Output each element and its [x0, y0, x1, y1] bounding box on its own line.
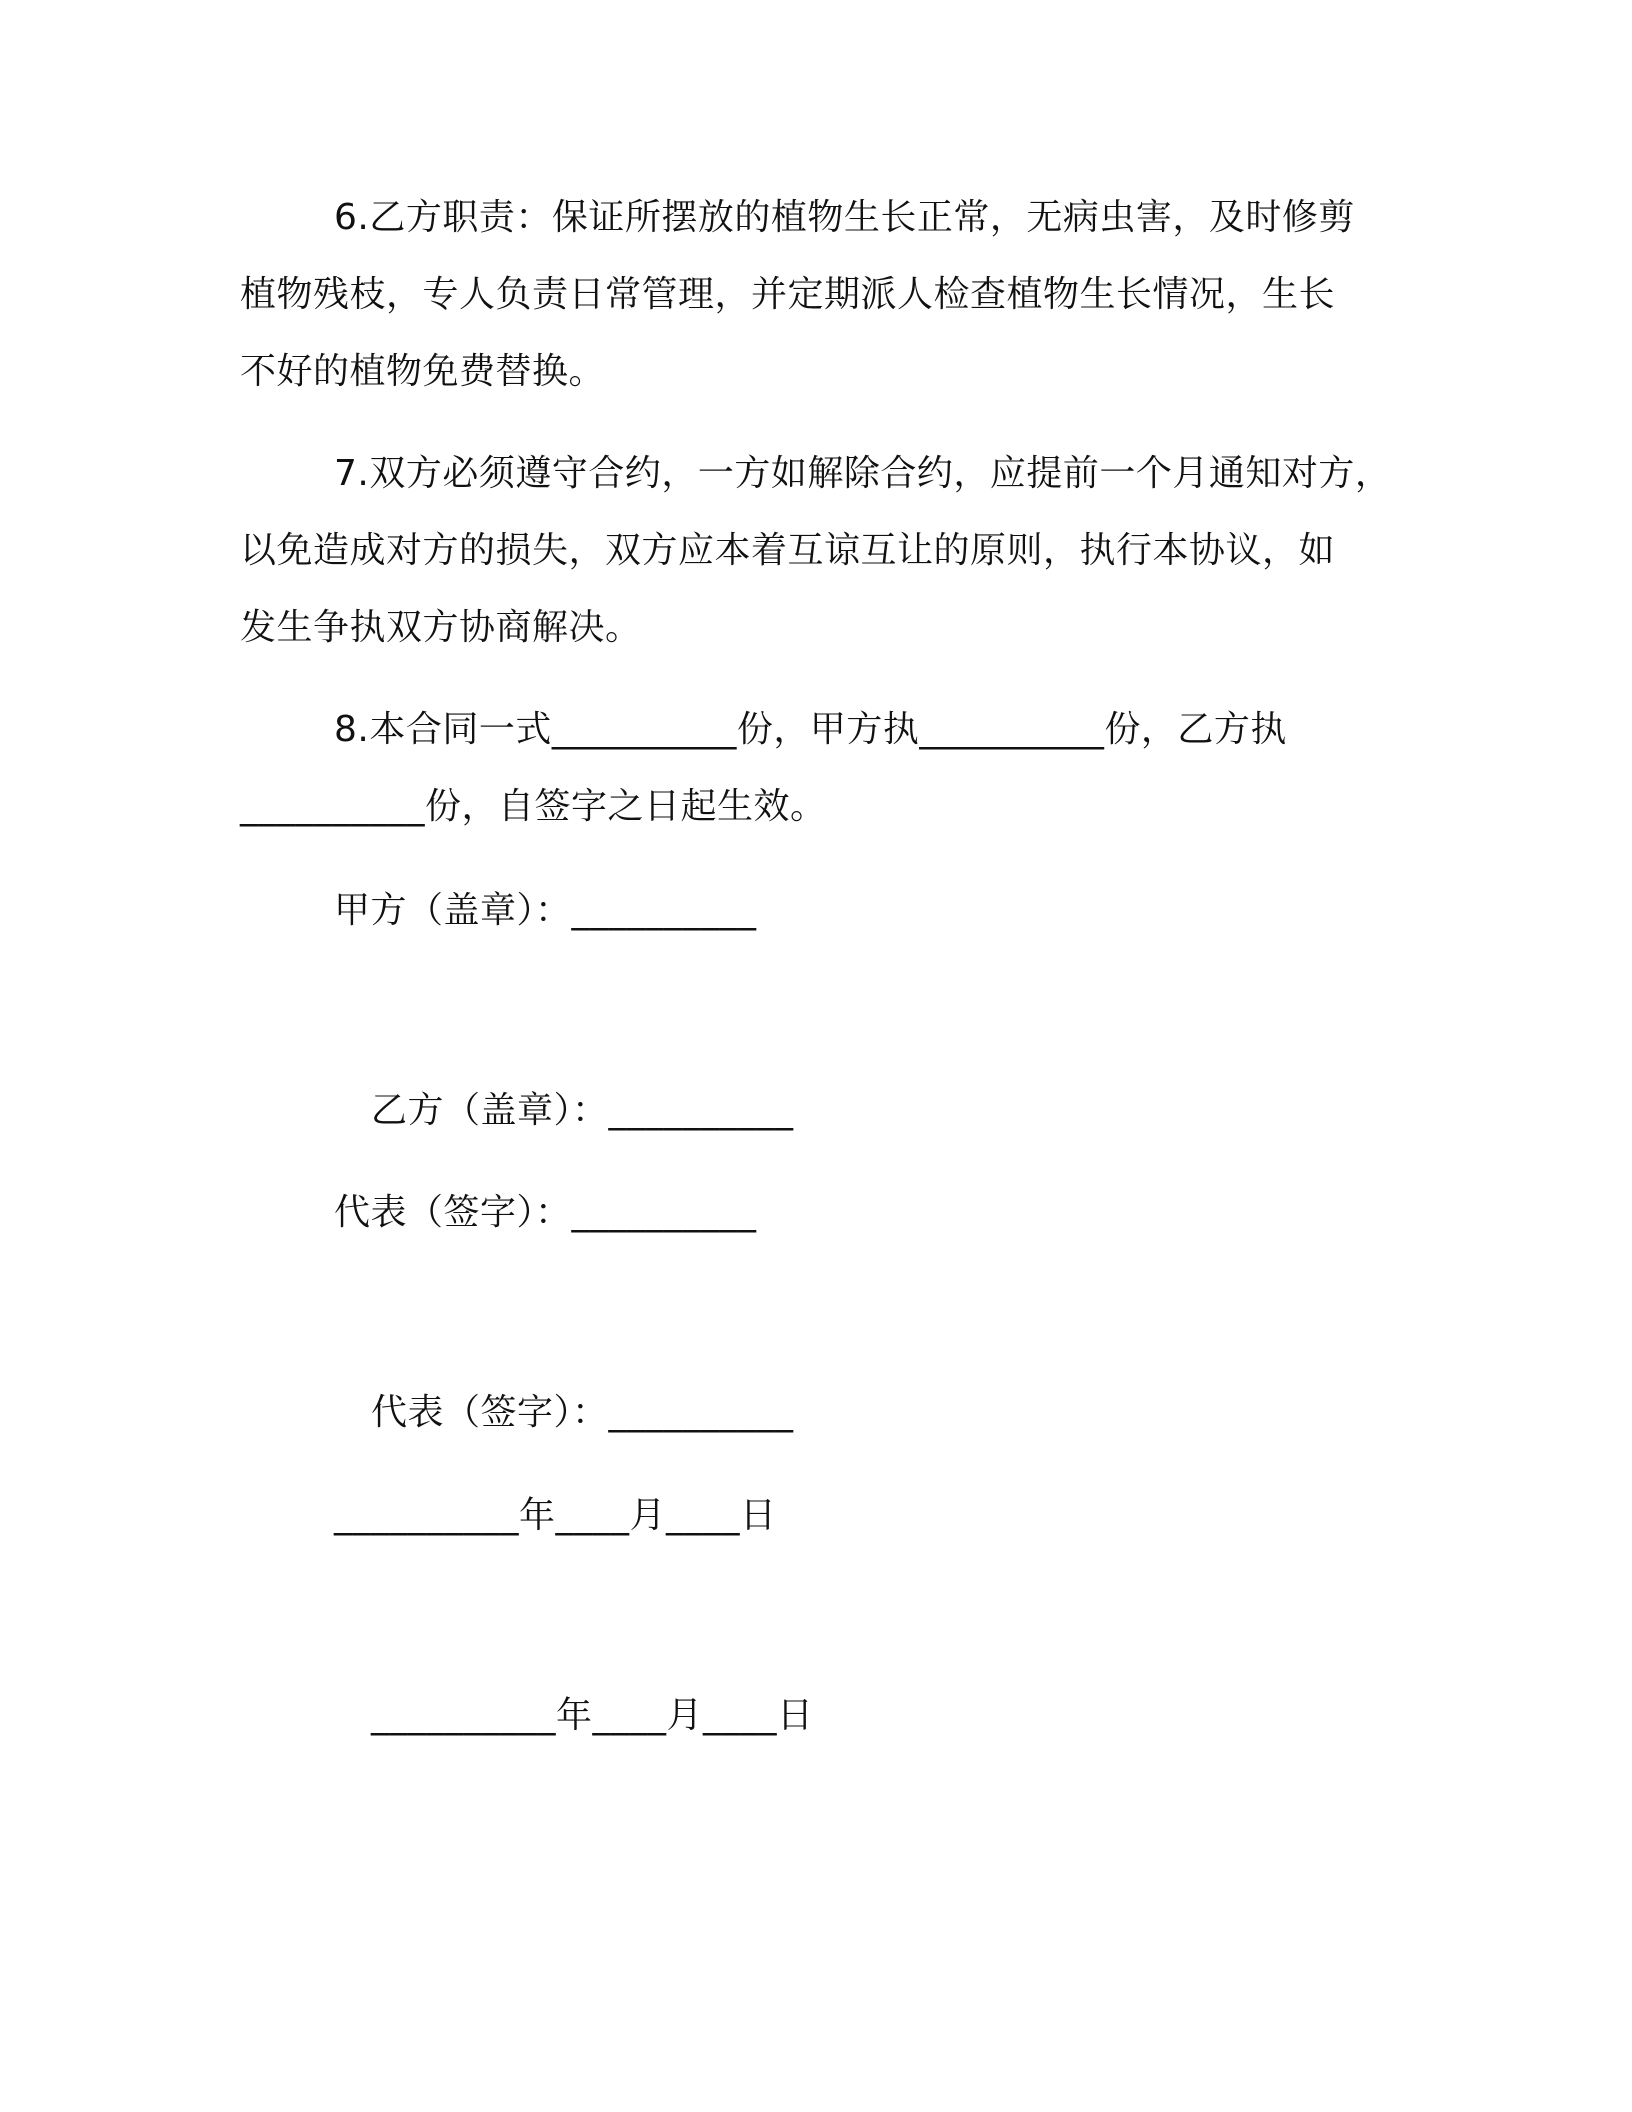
clause-8-line-1: 8.本合同一式__________份，甲方执__________份，乙方执 — [334, 709, 1287, 750]
party-a-seal-line: 甲方（盖章）：__________ — [334, 890, 757, 931]
clause-7-line-1: 7.双方必须遵守合约，一方如解除合约，应提前一个月通知对方， — [334, 453, 1392, 494]
party-b-seal-line: 乙方（盖章）：__________ — [371, 1090, 794, 1131]
clause-8-line-2: __________份，自签字之日起生效。 — [240, 786, 827, 827]
clause-6-line-3: 不好的植物免费替换。 — [240, 351, 606, 392]
clause-6-line-1: 6.乙方职责：保证所摆放的植物生长正常，无病虫害，及时修剪 — [334, 197, 1355, 238]
clause-6-line-2: 植物残枝，专人负责日常管理，并定期派人检查植物生长情况，生长 — [240, 274, 1336, 315]
date-a-line: __________年____月____日 — [334, 1495, 777, 1536]
representative-b-signature-line: 代表（签字）：__________ — [371, 1392, 794, 1433]
date-b-line: __________年____月____日 — [371, 1695, 814, 1736]
representative-a-signature-line: 代表（签字）：__________ — [334, 1192, 757, 1233]
clause-7-line-2: 以免造成对方的损失，双方应本着互谅互让的原则，执行本协议，如 — [240, 530, 1336, 571]
clause-7-line-3: 发生争执双方协商解决。 — [240, 607, 642, 648]
